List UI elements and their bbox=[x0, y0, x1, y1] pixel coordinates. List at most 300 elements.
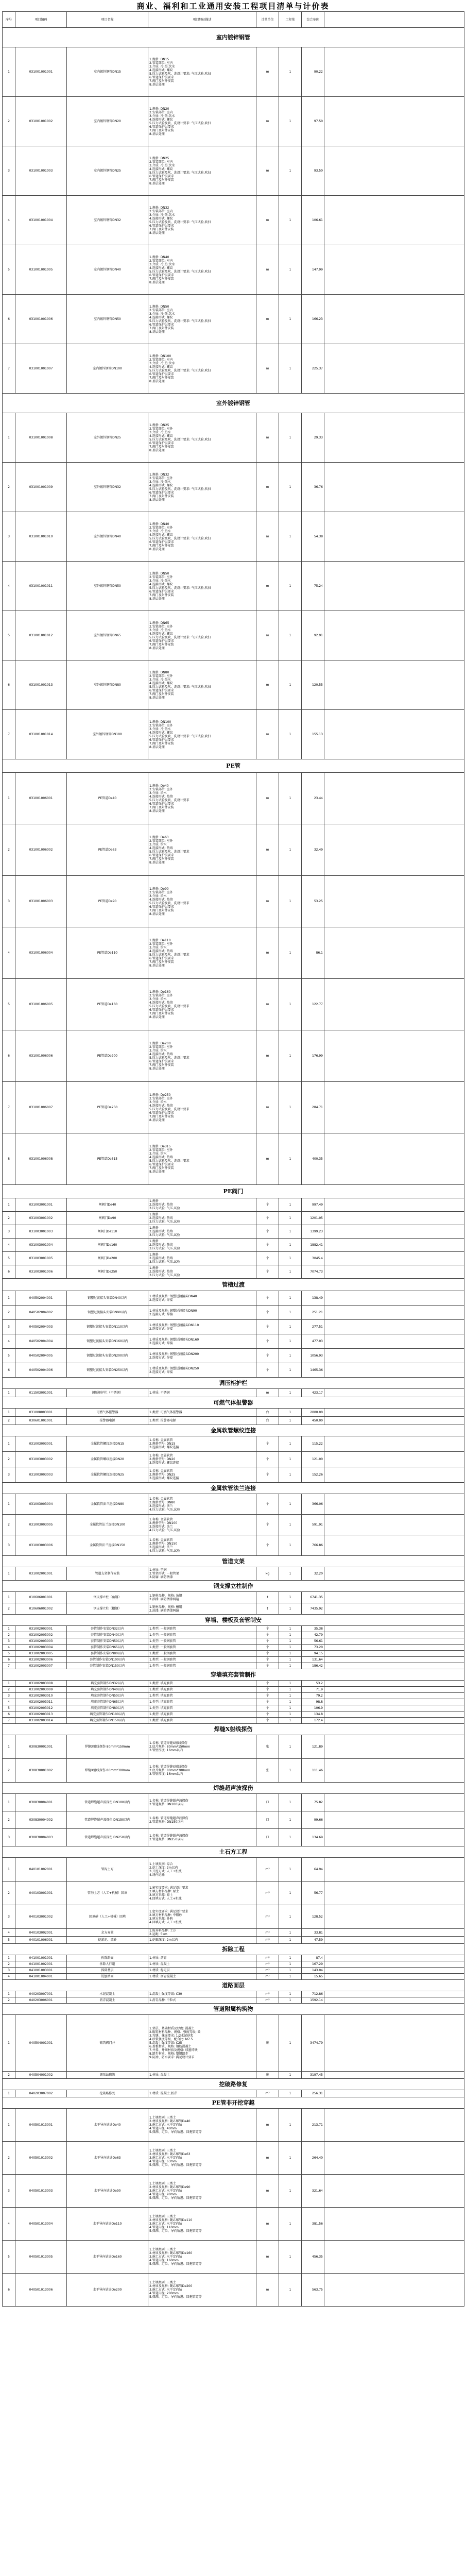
item-quantity: 1 bbox=[279, 1265, 302, 1279]
item-features: 1.规格: De160 2.安装部位: 室外 3.介质: 给水 4.连接形式: 热熔 5.压力试验及吹、洗设计要求 6.管道保护层要求 7.阀门及附件安装 8.基层处理 bbox=[148, 979, 256, 1030]
blank-cell bbox=[324, 1252, 464, 1265]
blank-cell bbox=[324, 2175, 464, 2208]
item-unit: 个 bbox=[256, 1334, 279, 1349]
table-row bbox=[3, 1436, 464, 1452]
section-header-row bbox=[3, 2079, 464, 2090]
title-row bbox=[0, 0, 466, 11]
row-number: 3 bbox=[3, 1905, 15, 1929]
section-header-row bbox=[3, 1425, 464, 1436]
item-features: 1.土壤类别: 三类土 2.材质及规格: 聚乙烯管De90 3.施工方式: 水平定向钻 4.管道内径: 90mm 5.探测、定位、导向钻进、回拖管道等 bbox=[148, 2175, 256, 2208]
item-unit-price: 7435.92 bbox=[302, 1603, 324, 1615]
item-code: 040502004003 bbox=[15, 1320, 67, 1334]
row-number: 1 bbox=[3, 1626, 15, 1632]
section-header-row bbox=[3, 1378, 464, 1389]
item-unit-price: 172.4 bbox=[302, 1718, 324, 1724]
row-number: 4 bbox=[3, 1645, 15, 1651]
blank-cell bbox=[324, 1592, 464, 1603]
item-unit: 个 bbox=[256, 1638, 279, 1645]
item-quantity: 1 bbox=[279, 562, 302, 611]
header-cell-blank bbox=[324, 12, 464, 28]
item-name: 水平导向钻进De90 bbox=[67, 2175, 148, 2208]
blank-cell bbox=[324, 1705, 464, 1711]
item-name: 金属软管螺纹连接DN20 bbox=[67, 1452, 148, 1467]
table-row bbox=[3, 660, 464, 710]
item-name: 管道焊缝超声波探伤 DN150以内 bbox=[67, 1811, 148, 1829]
item-unit-price: 591.91 bbox=[302, 1515, 324, 1535]
item-features: 1.规格: DN20 2.安装部位: 室内 3.介质: 冷,热,饮水 4.连接形式: 螺纹 5.压力试验及吹、洗设计要求: 气压试验,吹扫 6.管道保护层要求 7.阀门及附件安装 8.基层处理 bbox=[148, 97, 256, 146]
item-features: 1.类型: 一般钢套管 bbox=[148, 1626, 256, 1632]
item-code: 031002003010 bbox=[15, 1693, 67, 1699]
item-unit: m bbox=[256, 245, 279, 295]
item-code: 040501013004 bbox=[15, 2208, 67, 2241]
item-name: 闸阀门De250 bbox=[67, 1265, 148, 1279]
item-code: 031001001008 bbox=[15, 413, 67, 463]
item-quantity: 1 bbox=[279, 1535, 302, 1556]
item-features: 1.混凝土强度等级: C30 bbox=[148, 1991, 256, 1997]
blank-cell bbox=[324, 1265, 464, 1279]
item-code: 031001006003 bbox=[15, 876, 67, 927]
table-row bbox=[3, 245, 464, 295]
section-header-row bbox=[3, 1279, 464, 1291]
item-features: 1.规格 2.连接形式: 热熔 3.压力试验: 气压,试验 bbox=[148, 1265, 256, 1279]
section-title: 焊缝超声波探伤 bbox=[3, 1783, 464, 1794]
item-features: 1.名称: 管道焊缝X射线探伤 2.底片规格: 80mm*300mm 3.管壁厚度: 16mm以内 bbox=[148, 1759, 256, 1783]
row-number: 5 bbox=[3, 1937, 15, 1944]
item-quantity: 1 bbox=[279, 1252, 302, 1265]
item-unit-price: 176.99 bbox=[302, 1030, 324, 1082]
item-code: 031001006005 bbox=[15, 979, 67, 1030]
item-features: 1.钢材品种、规格: 槽钢 2.油漆: 刷防锈漆两遍 bbox=[148, 1603, 256, 1615]
row-number: 1 bbox=[3, 1592, 15, 1603]
item-unit-price: 225.37 bbox=[302, 344, 324, 394]
table-row bbox=[3, 876, 464, 927]
item-code: 031001006007 bbox=[15, 1082, 67, 1133]
item-unit: m² bbox=[256, 1955, 279, 1961]
item-features: 1.名称: 管道焊缝X射线探伤 2.底片规格: 80mm*150mm 3.管壁厚度: 16mm以内 bbox=[148, 1735, 256, 1759]
blank-cell bbox=[324, 2241, 464, 2274]
item-unit: m bbox=[256, 1389, 279, 1397]
item-unit: m³ bbox=[256, 1905, 279, 1929]
item-quantity: 1 bbox=[279, 1320, 302, 1334]
row-number: 1 bbox=[3, 1735, 15, 1759]
section-header-row bbox=[3, 1724, 464, 1735]
item-features: 1.密实度要求: 满足设计要求 2.填方材料品种: 原土 3.填方来源: 原土 4.回填方式: 人工+机械 bbox=[148, 1882, 256, 1905]
item-name: PE管道De315 bbox=[67, 1133, 148, 1185]
item-unit: m bbox=[256, 1133, 279, 1185]
item-features: 1.类型: 填充套管 bbox=[148, 1699, 256, 1705]
table-row bbox=[3, 1535, 464, 1556]
item-code: 031001001011 bbox=[15, 562, 67, 611]
item-unit-price: 35.38 bbox=[302, 1626, 324, 1632]
item-features: 1.规格 2.连接形式: 热熔 3.压力试验: 气压,试验 bbox=[148, 1225, 256, 1239]
item-name: 管道焊缝超声波探伤 DN250以内 bbox=[67, 1829, 148, 1846]
item-unit: m bbox=[256, 2241, 279, 2274]
row-number: 2 bbox=[3, 1997, 15, 2004]
item-features: 1.规格: De90 2.安装部位: 室外 3.介质: 给水 4.连接形式: 热熔 5.压力试验及吹、洗设计要求 6.管道保护层要求 7.阀门及附件安装 8.基层处理 bbox=[148, 876, 256, 927]
item-quantity: 1 bbox=[279, 2090, 302, 2097]
item-unit: m² bbox=[256, 1974, 279, 1980]
item-unit-price: 134.69 bbox=[302, 1829, 324, 1846]
table-row bbox=[3, 979, 464, 1030]
row-number: 1 bbox=[3, 1389, 15, 1397]
item-unit-price: 321.64 bbox=[302, 2175, 324, 2208]
item-name: 套管制作安装DN65以内 bbox=[67, 1645, 148, 1651]
item-code: 031003003002 bbox=[15, 1452, 67, 1467]
item-name: PE管道De90 bbox=[67, 876, 148, 927]
item-name: 挖淤泥、流砂 bbox=[67, 1937, 148, 1944]
item-code: 041001001001 bbox=[15, 1955, 67, 1961]
section-title: 土石方工程 bbox=[3, 1846, 464, 1858]
blank-cell bbox=[324, 1212, 464, 1225]
item-unit: m bbox=[256, 1030, 279, 1082]
item-unit: m² bbox=[256, 2090, 279, 2097]
item-name: 室外镀锌钢管DN100 bbox=[67, 710, 148, 759]
item-code: 040502004001 bbox=[15, 1291, 67, 1306]
blank-cell bbox=[324, 2142, 464, 2175]
row-number: 2 bbox=[3, 1811, 15, 1829]
blank-cell bbox=[324, 1687, 464, 1693]
item-unit: m bbox=[256, 773, 279, 824]
item-quantity: 1 bbox=[279, 196, 302, 245]
item-code: 040203007001 bbox=[15, 1991, 67, 1997]
item-code: 031002003008 bbox=[15, 1681, 67, 1687]
item-features: 1.规格: DN50 2.安装部位: 室内 3.介质: 冷,热,饮水 4.连接形式: 螺纹 5.压力试验及吹、洗设计要求: 气压试验,吹扫 6.管道保护层要求 7.阀门及附件安装 8.基层处理 bbox=[148, 295, 256, 344]
item-unit: 个 bbox=[256, 1225, 279, 1239]
table-row bbox=[3, 1937, 464, 1944]
item-quantity: 1 bbox=[279, 97, 302, 146]
item-code: 030830004001 bbox=[15, 1794, 67, 1811]
row-number: 1 bbox=[3, 2015, 15, 2072]
table-row bbox=[3, 1306, 464, 1320]
table-row bbox=[3, 1417, 464, 1425]
row-number: 7 bbox=[3, 1082, 15, 1133]
table-row bbox=[3, 1239, 464, 1252]
bill-of-quantities-table bbox=[2, 11, 464, 2307]
blank-cell bbox=[324, 660, 464, 710]
item-unit: t bbox=[256, 1592, 279, 1603]
table-row bbox=[3, 1961, 464, 1968]
item-unit: kg bbox=[256, 1567, 279, 1581]
row-number: 2 bbox=[3, 1961, 15, 1968]
item-unit-price: 90.22 bbox=[302, 47, 324, 97]
row-number: 3 bbox=[3, 1829, 15, 1846]
section-title: 室内镀锌钢管 bbox=[3, 28, 464, 47]
blank-cell bbox=[324, 1436, 464, 1452]
item-quantity: 1 bbox=[279, 1759, 302, 1783]
blank-cell bbox=[324, 1829, 464, 1846]
item-code: 031003001006 bbox=[15, 1265, 67, 1279]
item-features: 1.材质及规格: 钢塑过渡接头DN160 2.连接方式: 焊接 bbox=[148, 1334, 256, 1349]
table-header-row bbox=[3, 12, 464, 28]
item-unit-price: 167.29 bbox=[302, 1961, 324, 1968]
item-quantity: 1 bbox=[279, 1632, 302, 1638]
item-unit: 个 bbox=[256, 1681, 279, 1687]
table-row bbox=[3, 2241, 464, 2274]
item-code: 031002003007 bbox=[15, 1663, 67, 1669]
section-title: 金属软管法兰连接 bbox=[3, 1483, 464, 1494]
item-code: 040502004006 bbox=[15, 1363, 67, 1378]
table-row bbox=[3, 2175, 464, 2208]
blank-cell bbox=[324, 1515, 464, 1535]
table-row bbox=[3, 1794, 464, 1811]
item-features: 1.土壤类别: 三类土 2.材质及规格: 聚乙烯管De63 3.施工方式: 水平定向钻 4.管道内径: 63mm 5.探测、定位、导向钻进、回拖管道等 bbox=[148, 2142, 256, 2175]
item-quantity: 1 bbox=[279, 1955, 302, 1961]
item-quantity: 1 bbox=[279, 1467, 302, 1483]
item-features: 1.规格: De250 2.安装部位: 室外 3.介质: 给水 4.连接形式: 热熔 5.压力试验及吹、洗设计要求 6.管道保护层要求 7.阀门及附件安装 8.基层处理 bbox=[148, 1082, 256, 1133]
item-quantity: 1 bbox=[279, 1389, 302, 1397]
row-number: 6 bbox=[3, 2274, 15, 2307]
item-code: 031001001001 bbox=[15, 47, 67, 97]
row-number: 7 bbox=[3, 710, 15, 759]
item-unit-price: 121.89 bbox=[302, 1735, 324, 1759]
item-code: 031003003001 bbox=[15, 1436, 67, 1452]
table-row bbox=[3, 1409, 464, 1417]
item-code: 031001001003 bbox=[15, 146, 67, 196]
item-features: 1.材质及规格: 钢塑过渡接头DN90 2.连接方式: 焊接 bbox=[148, 1306, 256, 1320]
item-unit-price: 32.20 bbox=[302, 1567, 324, 1581]
item-unit-price: 7074.73 bbox=[302, 1265, 324, 1279]
item-unit: m³ bbox=[256, 1858, 279, 1882]
section-title: 可燃气体报警器 bbox=[3, 1397, 464, 1409]
item-quantity: 1 bbox=[279, 1082, 302, 1133]
item-features: 1.类型: 填充套管 bbox=[148, 1693, 256, 1699]
item-features: 1.垫层、基础材质及厚度: 混凝土 2.砌筑材料品种、规格、强度等级: 砖 3.勾缝、抹面要求: 1:2水泥砂浆 4.砂浆强度等级、配合比: M7.5 5.混凝土强度等级: C25 6.盖板材质、规格: 钢筋混凝土 7.井盖、井圈材质及规格: 球墨铸铁 8.踏步材质、规格: 塑钢踏步 9.防渗、防水要求: 满足设计要求 bbox=[148, 2015, 256, 2072]
row-number: 1 bbox=[3, 1567, 15, 1581]
item-unit: m³ bbox=[256, 1937, 279, 1944]
item-name: 报警器电源 bbox=[67, 1417, 148, 1425]
item-name: PE管道De200 bbox=[67, 1030, 148, 1082]
item-code: 031001006008 bbox=[15, 1133, 67, 1185]
row-number: 4 bbox=[3, 1334, 15, 1349]
item-quantity: 1 bbox=[279, 2208, 302, 2241]
section-title: 穿墙填充套管制作 bbox=[3, 1669, 464, 1681]
item-unit-price: 166.23 bbox=[302, 295, 324, 344]
item-code: 031002003004 bbox=[15, 1645, 67, 1651]
item-quantity: 1 bbox=[279, 1699, 302, 1705]
section-header-row bbox=[3, 1185, 464, 1198]
item-unit: 个 bbox=[256, 1632, 279, 1638]
row-number: 6 bbox=[3, 660, 15, 710]
item-quantity: 1 bbox=[279, 1829, 302, 1846]
item-features: 1.材质及规格: 钢塑过渡接头DN110 2.连接方式: 焊接 bbox=[148, 1320, 256, 1334]
blank-cell bbox=[324, 1567, 464, 1581]
item-unit: m³ bbox=[256, 1882, 279, 1905]
item-quantity: 1 bbox=[279, 1198, 302, 1212]
item-unit-price: 86.1 bbox=[302, 927, 324, 979]
blank-cell bbox=[324, 1494, 464, 1515]
blank-cell bbox=[324, 1334, 464, 1349]
item-features: 1.挖掘深度: 2m以内 bbox=[148, 1937, 256, 1944]
item-name: 闸阀门De110 bbox=[67, 1225, 148, 1239]
item-name: 室外镀锌钢管DN65 bbox=[67, 611, 148, 660]
item-code: 011503001001 bbox=[15, 1389, 67, 1397]
item-unit-price: 54.38 bbox=[302, 512, 324, 562]
blank-cell bbox=[324, 1645, 464, 1651]
item-features: 1.规格: DN40 2.安装部位: 室外 3.介质: 冷,热水 4.连接形式: 螺纹 5.压力试验及吹、洗设计要求: 气压试验,吹扫 6.管道保护层要求 7.阀门及附件安装 8.基层处理 bbox=[148, 512, 256, 562]
table-row bbox=[3, 1363, 464, 1378]
blank-cell bbox=[324, 1632, 464, 1638]
item-quantity: 1 bbox=[279, 1363, 302, 1378]
item-code: 041001004001 bbox=[15, 1974, 67, 1980]
table-row bbox=[3, 1389, 464, 1397]
table-row bbox=[3, 1467, 464, 1483]
header-cell-unit: 计量单位 bbox=[256, 12, 279, 28]
item-quantity: 1 bbox=[279, 1603, 302, 1615]
table-row bbox=[3, 1291, 464, 1306]
item-unit-price: 33.81 bbox=[302, 1929, 324, 1937]
item-quantity: 1 bbox=[279, 876, 302, 927]
item-features: 1.材质: 混凝土 bbox=[148, 1961, 256, 1968]
item-quantity: 1 bbox=[279, 927, 302, 979]
item-code: 040103002001 bbox=[15, 1929, 67, 1937]
item-unit: 个 bbox=[256, 1645, 279, 1651]
blank-cell bbox=[324, 196, 464, 245]
blank-cell bbox=[324, 979, 464, 1030]
item-name: 拆除路面 bbox=[67, 1955, 148, 1961]
table-row bbox=[3, 1829, 464, 1846]
item-unit-price: 122.77 bbox=[302, 979, 324, 1030]
blank-cell bbox=[324, 1320, 464, 1334]
item-name: 填充套管制作DN80以内 bbox=[67, 1705, 148, 1711]
item-name: 管沟土方 bbox=[67, 1858, 148, 1882]
row-number: 1 bbox=[3, 1794, 15, 1811]
item-name: 水平导向钻进De40 bbox=[67, 2109, 148, 2142]
table-row bbox=[3, 1705, 464, 1711]
item-name: 填充套管制作DN150以内 bbox=[67, 1718, 148, 1724]
blank-cell bbox=[324, 710, 464, 759]
row-number: 6 bbox=[3, 1711, 15, 1718]
item-unit-price: 128.52 bbox=[302, 1905, 324, 1929]
item-unit: m bbox=[256, 824, 279, 876]
blank-cell bbox=[324, 47, 464, 97]
item-unit-price: 423.17 bbox=[302, 1389, 324, 1397]
section-title: 道路面层 bbox=[3, 1980, 464, 1991]
item-quantity: 1 bbox=[279, 1937, 302, 1944]
section-header-row bbox=[3, 1397, 464, 1409]
item-features: 1.土壤类别: 三类土 2.材质及规格: 聚乙烯管De110 3.施工方式: 水平定向钻 4.管道内径: 110mm 5.探测、定位、导向钻进、回拖管道等 bbox=[148, 2208, 256, 2241]
item-name: 管道焊缝超声波探伤 DN100以内 bbox=[67, 1794, 148, 1811]
row-number: 6 bbox=[3, 1265, 15, 1279]
item-unit: m bbox=[256, 2109, 279, 2142]
blank-cell bbox=[324, 1961, 464, 1968]
item-name: 填充套管制作DN65以内 bbox=[67, 1699, 148, 1705]
table-body bbox=[3, 28, 464, 2307]
item-name: PE管道De110 bbox=[67, 927, 148, 979]
item-quantity: 1 bbox=[279, 824, 302, 876]
item-name: PE管道De63 bbox=[67, 824, 148, 876]
item-unit-price: 32.49 bbox=[302, 824, 324, 876]
table-row bbox=[3, 1030, 464, 1082]
item-name: 套管制作安装DN40以内 bbox=[67, 1632, 148, 1638]
item-unit-price: 152.26 bbox=[302, 1467, 324, 1483]
table-row bbox=[3, 1225, 464, 1239]
item-unit-price: 213.71 bbox=[302, 2109, 324, 2142]
blank-cell bbox=[324, 562, 464, 611]
item-unit: m bbox=[256, 97, 279, 146]
blank-cell bbox=[324, 1759, 464, 1783]
section-header-row bbox=[3, 1783, 464, 1794]
item-features: 1.名称: 管道焊缝超声波探伤 2.管道规格: DN150以内 bbox=[148, 1811, 256, 1829]
item-unit-price: 3045.4 bbox=[302, 1252, 324, 1265]
page-title: 商业、福利和工业通用安装工程项目清单与计价表 bbox=[136, 1, 330, 11]
item-unit: 个 bbox=[256, 1494, 279, 1515]
item-code: 040101006001 bbox=[15, 1937, 67, 1944]
item-code: 031003001003 bbox=[15, 1225, 67, 1239]
table-row bbox=[3, 1905, 464, 1929]
item-code: 031003003006 bbox=[15, 1535, 67, 1556]
item-unit: 个 bbox=[256, 1363, 279, 1378]
section-header-row bbox=[3, 1556, 464, 1567]
row-number: 2 bbox=[3, 1882, 15, 1905]
item-unit-price: 94.15 bbox=[302, 1651, 324, 1657]
item-features: 1.土壤类别: 三类土 2.材质及规格: 聚乙烯管De200 3.施工方式: 水平定向钻 4.管道内径: 200mm 5.探测、定位、导向钻进、回拖管道等 bbox=[148, 2274, 256, 2307]
item-unit: m bbox=[256, 196, 279, 245]
table-row bbox=[3, 1212, 464, 1225]
item-features: 1.名称: 金属软管 2.规格型号: DN150 3.连接形式: 法兰 4.压力试验: 气压,试验 bbox=[148, 1535, 256, 1556]
table-row bbox=[3, 1681, 464, 1687]
table-row bbox=[3, 1452, 464, 1467]
row-number: 1 bbox=[3, 1198, 15, 1212]
row-number: 1 bbox=[3, 1991, 15, 1997]
item-quantity: 1 bbox=[279, 1567, 302, 1581]
item-name: 室内镀锌钢管DN100 bbox=[67, 344, 148, 394]
blank-cell bbox=[324, 1306, 464, 1320]
item-unit: 张 bbox=[256, 1759, 279, 1783]
item-unit: 个 bbox=[256, 1699, 279, 1705]
item-quantity: 1 bbox=[279, 710, 302, 759]
item-quantity: 1 bbox=[279, 1718, 302, 1724]
table-row bbox=[3, 1645, 464, 1651]
item-name: 闸阀门De40 bbox=[67, 1198, 148, 1212]
item-name: 室内镀锌钢管DN50 bbox=[67, 295, 148, 344]
item-features: 1.材质: 混凝土,沥青 bbox=[148, 2090, 256, 2097]
item-code: 030830001002 bbox=[15, 1759, 67, 1783]
table-row bbox=[3, 1811, 464, 1829]
item-name: 水平导向钻进De110 bbox=[67, 2208, 148, 2241]
item-name: 室外镀锌钢管DN80 bbox=[67, 660, 148, 710]
blank-cell bbox=[324, 1811, 464, 1829]
row-number: 3 bbox=[3, 1638, 15, 1645]
blank-cell bbox=[324, 295, 464, 344]
blank-cell bbox=[324, 1858, 464, 1882]
item-unit-price: 75.82 bbox=[302, 1794, 324, 1811]
item-code: 031003003003 bbox=[15, 1467, 67, 1483]
item-code: 031001001009 bbox=[15, 463, 67, 512]
row-number: 6 bbox=[3, 1657, 15, 1663]
item-unit-price: 120.55 bbox=[302, 660, 324, 710]
item-quantity: 1 bbox=[279, 1929, 302, 1937]
table-row bbox=[3, 1515, 464, 1535]
item-quantity: 1 bbox=[279, 1626, 302, 1632]
blank-cell bbox=[324, 1239, 464, 1252]
row-number: 4 bbox=[3, 1699, 15, 1705]
row-number: 2 bbox=[3, 1306, 15, 1320]
row-number: 2 bbox=[3, 1687, 15, 1693]
section-title: 管槽过渡 bbox=[3, 1279, 464, 1291]
row-number: 3 bbox=[3, 1467, 15, 1483]
item-quantity: 1 bbox=[279, 344, 302, 394]
item-unit: 个 bbox=[256, 1718, 279, 1724]
blank-cell bbox=[324, 413, 464, 463]
item-name: 套管制作安装DN100以内 bbox=[67, 1657, 148, 1663]
item-unit: 口 bbox=[256, 1811, 279, 1829]
item-features: 1.类型: 填充套管 bbox=[148, 1705, 256, 1711]
section-title: PE阀门 bbox=[3, 1185, 464, 1198]
row-number: 2 bbox=[3, 1759, 15, 1783]
item-name: 填充套管制作DN32以内 bbox=[67, 1681, 148, 1687]
row-number: 5 bbox=[3, 611, 15, 660]
item-name: 钢塑过渡接头安装DN200以内 bbox=[67, 1349, 148, 1363]
